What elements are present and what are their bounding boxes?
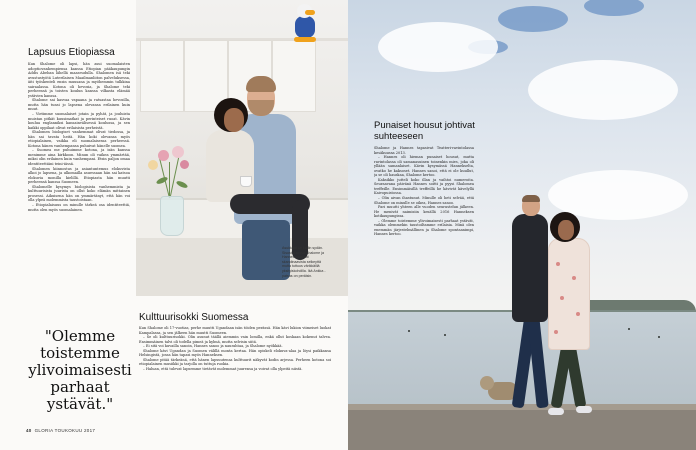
pull-quote: "Olemme toistemme ylivoimaisesti parhaat ystävät." bbox=[28, 327, 132, 413]
paragraph: – Ei sitä voi kuvailla sanoin, Hannes sanoo ja naurahtaa, ja Shalome nyökkää. bbox=[143, 344, 283, 349]
right-page bbox=[348, 0, 696, 450]
photo-caption: Asukkaat on kodin sydän. Sisustuksessa Shalome ja Hannes suosivat skandinaavista selkeyttä mutta tuttuus värikkäillä yksityiskohdilla. Ikä Ankka -patsas on peräisin. bbox=[282, 246, 326, 278]
paragraph: – Olin aivan ihastunut. Minulle oli heti selvää, että Shalome on minulle se oikea, Hannes sanoo. bbox=[374, 196, 474, 205]
paragraph: Shalome pitää tärkeänä, että hänen lapsuutensa kulttuurit näkyvät kodin arjessa. Perheen kotona soi etiopialainen musiikki ja tarjolla on tuttuja ruokia. bbox=[139, 357, 331, 367]
paragraph: – Suomea me puhuimme kotona, ja isän kanssa menimme aina kirkkoon. Minun oli vaikea ymmärtää, miksi olin erilainen kuin vanhempani. Etsin paljon omaa identiteettiäni teini-iässä. bbox=[28, 148, 130, 167]
article-column-2 bbox=[139, 326, 331, 424]
article-column-1 bbox=[28, 62, 130, 298]
buoy bbox=[628, 328, 630, 330]
paragraph: Shalomen kiinnostus ja asiantuntemus elokuvista alkoi jo lapsena, ja ulkomailla asuessaan hän sai katsoa elokuvia monilla kielillä. Etiopiasta hän muutti perheensä kanssa Suomeen. bbox=[28, 166, 130, 185]
flower-bloom bbox=[158, 150, 169, 161]
paragraph: Shalome ja Hannes tapasivat Teatteri-ravintolassa kesäkuussa 2013. bbox=[374, 146, 474, 155]
shore bbox=[348, 404, 696, 450]
magazine-issue: GLORIA TOUKOKUU 2017 bbox=[34, 428, 96, 433]
paragraph: Shalome kävi Ugandan ja Suomen välillä monta kertaa. Hän opiskeli elokuva-alaa ja löysi paikkansa Helsingistä, jossa hän tapasi myös Hanneksen. bbox=[139, 348, 331, 358]
glass-vase bbox=[160, 196, 184, 236]
section-headline-culture-shock: Kulttuurisokki Suomessa bbox=[139, 312, 249, 323]
paragraph: Pari muutti yhteen alle vuoden seurustelun jälkeen. He menivät naimisiin kesällä 2016 Hanneksen kotikaupungissa. bbox=[374, 205, 474, 219]
cloud bbox=[378, 22, 498, 72]
paragraph: – Hannes oli hieman punaiset housut, mutta ravintolassa oli samanasuinen toinenkin mies, joka oli yllään samanlaiset. Kävin kysymässä Hannekselta, ovatko he kaksoset. Hannes sanoi, että ei ole kuullut, ja se oli hauskaa, Shalome kertoo. bbox=[374, 155, 474, 178]
buoy bbox=[444, 334, 446, 336]
kitchen-cabinet bbox=[272, 40, 316, 112]
page-folio bbox=[26, 428, 95, 433]
section-headline-red-trousers: Punaiset housut johtivat suhteeseen bbox=[374, 120, 475, 142]
article-column-3 bbox=[374, 146, 474, 326]
flower-bloom bbox=[172, 146, 184, 158]
paragraph: Kun Shalome oli lapsi, hän asui suomalaisten adoptiovanhempiensa kanssa Etiopian pääkaupungin Addis Abeban lähellä maaseudulla. Shalomen isä teki avustustyötä Luterilaisen Maailmanliiton palveluksessa, äiti työskenteli ensin muusana ja myöhemmin tulkkina sairaalassa. Kotona oli hevosia, ja Shalome teki perheensä ja toisten koulun kanssa vilkasta elämää ystävien kanssa. bbox=[28, 62, 130, 98]
paragraph: – Etiopialaisuus on minulle tärkeä osa identiteettiä, mutta olen myös suomalainen. bbox=[28, 202, 130, 212]
buoy bbox=[408, 330, 410, 332]
paragraph: Shalomen biologiset vanhemmat olivat tiedossa, ja hän sai tavata heitä. Hän koki olevansa myös etiopialainen, vaikka eli suomalaisessa perheessä. Kotona hänen vanhempansa puhuivat hänelle suomea. bbox=[28, 130, 130, 148]
donald-duck-figurine bbox=[292, 2, 318, 42]
flower-bloom bbox=[148, 160, 158, 170]
paragraph: – Haluan, että tulevat lapsemme tietävät molemmat juurensa ja voivat olla ylpeitä niistä. bbox=[143, 366, 303, 371]
paragraph: Kaksikko jutteli koko illan ja vaihtoi numeroita. Seuraavana päivänä Hannes soitti ja pyysi Shalomea treffeille. Ensimmäisillä treffeillä he kävivät kävelyllä Kaivopuistossa. bbox=[374, 177, 474, 196]
paragraph: – Vietimme suomalaiset jotain ja pyhät, ja jouluista muistan pitkät kuusimatkat ja perinteiset ruoat. Kävin koulua englanniksi kansainvälisessä koulussa, ja sen kaikki oppilaat olivat erilaisista perheistä. bbox=[28, 112, 130, 130]
kitchen-photo bbox=[136, 0, 348, 296]
kitchen-cabinet bbox=[140, 40, 184, 112]
cloud bbox=[528, 60, 678, 120]
flower-bloom bbox=[180, 160, 189, 169]
paragraph: – Olemme toistemme ylivoimaisesti parhaat ystävät, vaikka olemmekin taustoiltamme erilaisia. Minä olen enemmän järjestelmällinen ja Shalome spontaanimpi, Hannes kertoo. bbox=[374, 218, 474, 237]
paragraph: Shalome sai kasvaa vapaana ja ratsastaa hevosilla, mutta hän tunsi jo lapsena olevansa erilainen kuin muut. bbox=[28, 98, 130, 112]
paragraph: – Se oli kulttuurisokki. Olin asunut täällä aiemmin vain lomilla, enkä ollut koskaan kokenut talvea. Ensimmäinen talvi oli todella pimeä ja kylmä, mutta selvisin siitä. bbox=[139, 335, 331, 344]
buoy bbox=[658, 336, 660, 338]
blue-sky-patch bbox=[498, 6, 568, 32]
section-headline-childhood: Lapsuus Etiopiassa bbox=[28, 47, 115, 58]
page-number: 40 bbox=[26, 428, 32, 433]
paragraph: Kun Shalome oli 17-vuotias, perhe muutti Ugandaan isän töiden perässä. Hän kävi lukion viimeiset luokat Kampalassa, ja sen jälkeen hän muutti Suomeen. bbox=[139, 326, 331, 335]
paragraph: Shalomelle kysymys biologisista vanhemmista ja kulttuurisista juurista on ollut koko elämän mittainen prosessi. Aikuisena hän on ymmärtänyt, että hän voi olla ylpeä molemmista taustoistaan. bbox=[28, 184, 130, 203]
coffee-cup bbox=[240, 176, 252, 187]
